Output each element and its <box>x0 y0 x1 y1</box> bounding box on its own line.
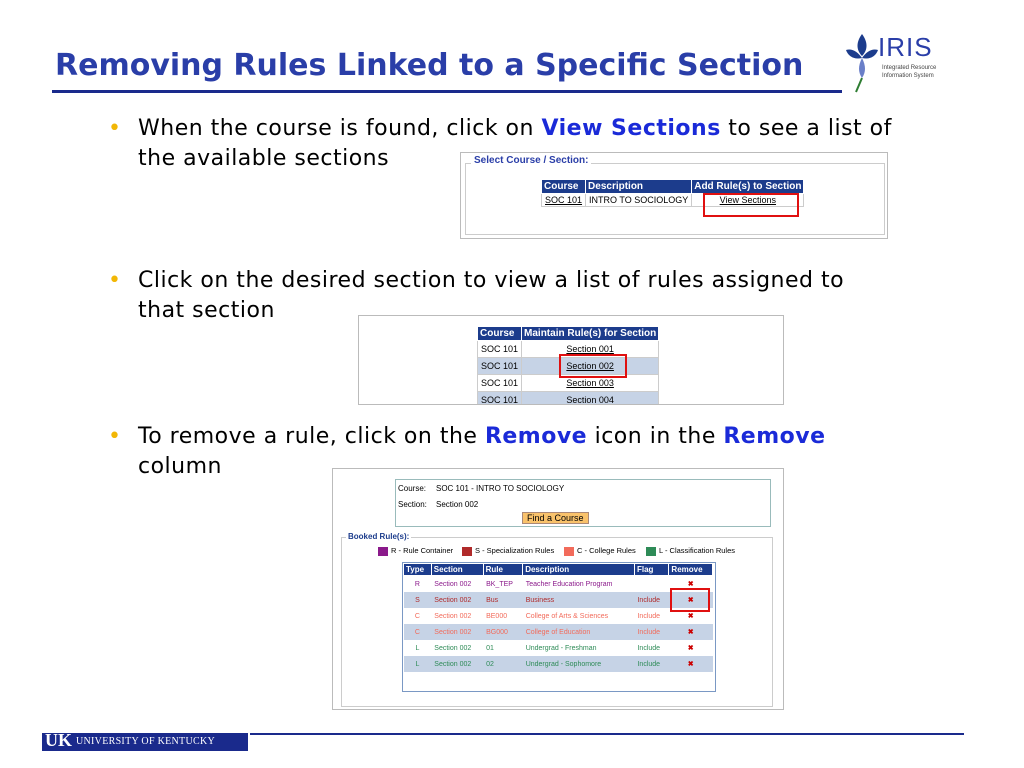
uk-mark: UK <box>45 730 72 750</box>
booked-rules-fieldset <box>341 532 773 707</box>
section-value: Section 002 <box>436 500 479 509</box>
col-course: Course <box>478 327 522 341</box>
legend-item: C - College Rules <box>564 546 636 556</box>
select-course-legend: Select Course / Section: <box>471 155 591 166</box>
screenshot-select-course <box>460 152 888 239</box>
bullet-dot-icon: • <box>108 424 122 449</box>
logo-name: IRIS <box>878 32 933 62</box>
course-description: INTRO TO SOCIOLOGY <box>586 194 692 207</box>
screenshot-booked-rules <box>332 468 784 710</box>
legend-swatch <box>564 547 574 556</box>
callout-box <box>703 193 799 217</box>
bullet-3-line2: column <box>138 454 222 479</box>
legend-swatch <box>646 547 656 556</box>
rules-table <box>403 563 713 672</box>
col-add-rules: Add Rule(s) to Section <box>692 180 804 194</box>
section-link[interactable]: Section 004 <box>522 392 659 406</box>
course-info-panel <box>395 479 771 527</box>
table-row: C Section 002 BE000 College of Arts & Sciences Include ✖ <box>404 608 713 624</box>
table-row: SOC 101 Section 003 <box>478 375 659 392</box>
remove-icon[interactable]: ✖ <box>687 629 694 636</box>
logo-subtitle: Integrated Resource Information System <box>882 65 937 79</box>
col-maintain-rules: Maintain Rule(s) for Section <box>522 327 659 341</box>
col-flag: Flag <box>634 564 668 576</box>
table-row: SOC 101 Section 001 <box>478 341 659 358</box>
col-type: Type <box>404 564 432 576</box>
remove-icon[interactable]: ✖ <box>687 613 694 620</box>
table-row: R Section 002 BK_TEP Teacher Education Program ✖ <box>404 576 713 593</box>
title-underline <box>52 90 842 93</box>
legend-swatch <box>462 547 472 556</box>
callout-box <box>559 354 627 378</box>
screenshot-sections <box>358 315 784 405</box>
table-row: SOC 101 Section 002 <box>478 358 659 375</box>
bullet-1-line2: the available sections <box>138 146 390 171</box>
col-rule: Rule <box>483 564 523 576</box>
legend-item: S - Specialization Rules <box>462 546 554 556</box>
bullet-dot-icon: • <box>108 268 122 293</box>
col-section: Section <box>431 564 483 576</box>
rule-type-legend <box>378 546 772 558</box>
bullet-1-line1: When the course is found, click on View Sections to see a list of <box>138 116 892 141</box>
legend-swatch <box>378 547 388 556</box>
table-row: C Section 002 BG000 College of Education Include ✖ <box>404 624 713 640</box>
remove-icon[interactable]: ✖ <box>687 661 694 668</box>
find-course-button[interactable]: Find a Course <box>522 512 589 524</box>
col-remove: Remove <box>669 564 713 576</box>
section-link[interactable]: Section 001 <box>522 341 659 358</box>
table-row: S Section 002 Bus Business Include ✖ <box>404 592 713 608</box>
bullet-2-line1: Click on the desired section to view a list of rules assigned to <box>138 268 845 293</box>
table-row: L Section 002 02 Undergrad - Sophomore Include ✖ <box>404 656 713 672</box>
course-link[interactable]: SOC 101 <box>542 194 586 207</box>
section-link[interactable]: Section 003 <box>522 375 659 392</box>
remove-icon[interactable]: ✖ <box>687 597 694 604</box>
bullet-2-line2: that section <box>138 298 275 323</box>
bullet-dot-icon: • <box>108 116 122 141</box>
legend-item: L - Classification Rules <box>646 546 735 556</box>
course-label: Course: <box>398 484 427 493</box>
slide-title: Removing Rules Linked to a Specific Section <box>55 48 804 83</box>
bullet-3-line1: To remove a rule, click on the Remove icon in the Remove <box>138 424 826 449</box>
course-value: SOC 101 - INTRO TO SOCIOLOGY <box>436 484 565 493</box>
rules-table-container <box>402 562 716 692</box>
footer-rule <box>250 733 964 735</box>
view-sections-link[interactable]: View Sections <box>692 194 804 207</box>
section-link[interactable]: Section 002 <box>522 358 659 375</box>
table-row: L Section 002 01 Undergrad - Freshman Include ✖ <box>404 640 713 656</box>
remove-icon[interactable]: ✖ <box>687 645 694 652</box>
col-course: Course <box>542 180 586 194</box>
legend-item: R - Rule Container <box>378 546 453 556</box>
remove-icon[interactable]: ✖ <box>687 581 694 588</box>
uk-footer-logo <box>42 730 248 751</box>
callout-box <box>670 588 710 612</box>
col-description: Description <box>586 180 692 194</box>
table-row: SOC 101 Section 004 <box>478 392 659 406</box>
university-name: UNIVERSITY OF KENTUCKY <box>76 736 216 747</box>
booked-rules-legend: Booked Rule(s): <box>348 532 410 541</box>
section-label: Section: <box>398 500 427 509</box>
iris-logo <box>842 30 952 96</box>
iris-flower-icon <box>842 30 882 96</box>
col-description: Description <box>523 564 635 576</box>
